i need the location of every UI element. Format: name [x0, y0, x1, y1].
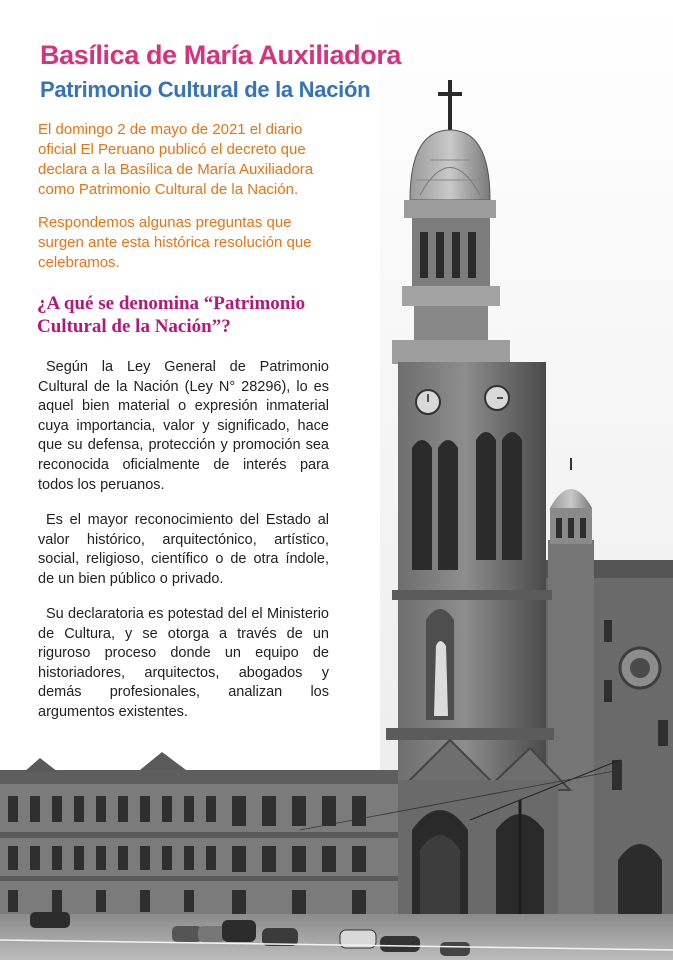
page-subtitle: Patrimonio Cultural de la Nación	[40, 77, 371, 102]
body-paragraph-3: Su declaratoria es potestad del el Ministerio de Cultura, y se otorga a través de un riguroso proceso donde un equipo de historiadores, arquitectos, abogados y demás profesionales, analizan los argumentos existentes.	[38, 606, 329, 720]
intro-paragraph-2: Respondemos algunas preguntas que surgen ante esta histórica resolución que celebramos.	[38, 214, 312, 271]
body-paragraph-2: Es el mayor reconocimiento del Estado al valor histórico, arquitectónico, artístico, social, religioso, científico o de otra índole, de un bien público o privado.	[38, 512, 329, 587]
intro-paragraph: El domingo 2 de mayo de 2021 el diario oficial El Peruano publicó el decreto que declara a la Basílica de María Auxiliadora como Patrimonio Cultural de la Nación.	[38, 121, 314, 198]
body-paragraph-1: Según la Ley General de Patrimonio Cultural de la Nación (Ley N° 28296), lo es aquel bien material o expresión inmaterial cuya importancia, valor y significado, hace que su defensa, protección y promoción sea reconocida oficialmente de interés para todos los peruanos.	[38, 359, 329, 493]
page-title: Basílica de María Auxiliadora	[40, 40, 402, 70]
section-question-heading: ¿A qué se denomina “Patrimonio Cultural de la Nación”?	[37, 293, 306, 337]
school-building	[0, 752, 400, 930]
